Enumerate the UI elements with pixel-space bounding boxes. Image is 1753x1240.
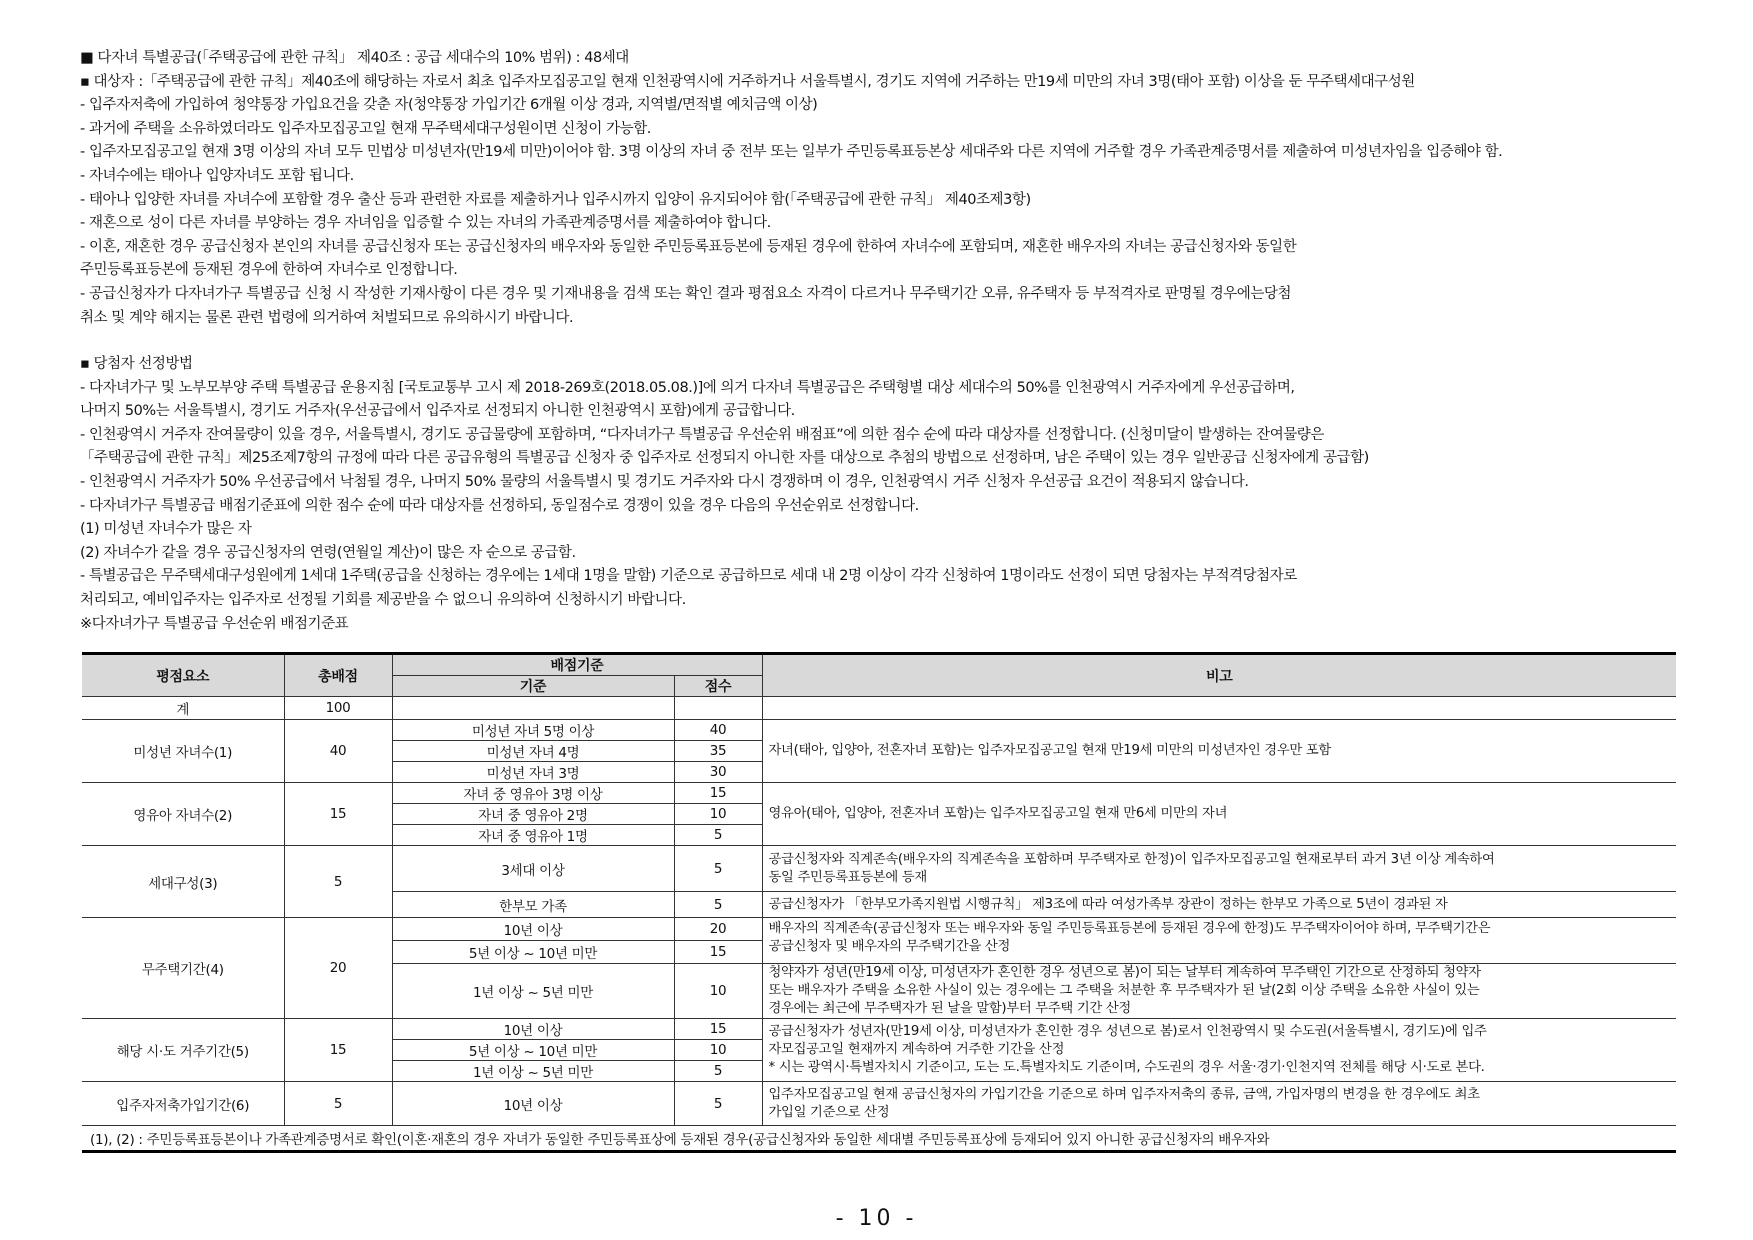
cell-factor: 해당 시·도 거주기간(5) <box>82 1019 284 1082</box>
note-line: 동일 주민등록표등본에 등재 <box>768 869 927 885</box>
text-line: 취소 및 계약 해지는 물론 관련 법령에 의거하여 처벌되므로 유의하시기 바랍니다. <box>80 309 574 326</box>
table-row <box>82 918 1676 941</box>
text-line: - 자녀수에는 태아나 입양자녀도 포함 됩니다. <box>80 167 354 184</box>
cell-total-value: 100 <box>284 697 392 720</box>
note-line: 공급신청자가 성년자(만19세 이상, 미성년자가 혼인한 경우 성년으로 봄)로서 인천광역시 및 수도권(서울특별시, 경기도)에 입주 <box>768 1024 1487 1039</box>
table-row <box>82 697 1676 720</box>
cell-standard: 자녀 중 영유아 2명 <box>392 804 674 825</box>
text-line: ■ 다자녀 특별공급(「주택공급에 관한 규칙」 제40조 : 공급 세대수의 10% 범위) : 48세대 <box>80 50 629 66</box>
cell-standard: 1년 이상 ~ 5년 미만 <box>392 1061 674 1082</box>
text-line: - 입주자모집공고일 현재 3명 이상의 자녀 모두 민법상 미성년자(만19세 미만)이어야 함. 3명 이상의 자녀 중 전부 또는 일부가 주민등록표등본상 세대주와 다른 지역에 거주할 경우 가족관계증명서를 제출하여 미성년자임을 입증해야 함. <box>80 144 1503 161</box>
note-line: 경우에는 최근에 무주택자가 된 날을 말함)부터 무주택 기간 산정 <box>768 1001 1131 1016</box>
cell-score: 5 <box>674 1061 762 1082</box>
cell-total: 40 <box>284 720 392 783</box>
cell-note: 자녀(태아, 입양아, 전혼자녀 포함)는 입주자모집공고일 현재 만19세 미만의 미성년자인 경우만 포함 <box>762 720 1676 783</box>
note-line: * 시는 광역시·특별자치시 기준이고, 도는 도.특별자치도 기준이며, 수도권의 경우 서울·경기·인천지역 전체를 해당 시·도로 본다. <box>768 1060 1485 1075</box>
cell-total: 5 <box>284 1082 392 1126</box>
cell-score: 15 <box>674 1019 762 1040</box>
text-line: - 재혼으로 성이 다른 자녀를 부양하는 경우 자녀임을 입증할 수 있는 자녀의 가족관계증명서를 제출하여야 합니다. <box>80 215 771 232</box>
text-line: - 과거에 주택을 소유하였더라도 입주자모집공고일 현재 무주택세대구성원이면 신청이 가능함. <box>80 120 651 137</box>
cell-note <box>762 1082 1676 1126</box>
cell-score: 5 <box>674 846 762 892</box>
table-row <box>82 1019 1676 1040</box>
cell-total: 15 <box>284 1019 392 1082</box>
note-line: 배우자의 직계존속(공급신청자 또는 배우자와 동일 주민등록표등본에 등재된 경우에 한정)도 무주택자이어야 하며, 무주택기간은 <box>768 921 1491 936</box>
note-line: 입주자모집공고일 현재 공급신청자의 가입기간을 기준으로 하며 입주자저축의 종류, 금액, 가입자명의 변경을 한 경우에도 최초 <box>768 1086 1480 1102</box>
table-footnote: (1), (2) : 주민등록표등본이나 가족관계증명서로 확인(이혼·재혼의 경우 자녀가 동일한 주민등록표상에 등재된 경우(공급신청자와 동일한 세대별 주민등록표상에 등재되어 있지 아니한 공급신청자의 배우자와 <box>82 1126 1676 1152</box>
section-multichild-special-supply <box>80 47 1680 330</box>
note-line: 자모집공고일 현재까지 계속하여 거주한 기간을 산정 <box>768 1042 1065 1057</box>
text-line: (2) 자녀수가 같을 경우 공급신청자의 연령(연월일 계산)이 많은 자 순으로 공급함. <box>80 544 576 561</box>
cell-standard: 미성년 자녀 3명 <box>392 762 674 783</box>
cell-note <box>762 964 1676 1019</box>
cell-factor: 입주자저축가입기간(6) <box>82 1082 284 1126</box>
note-line: 공급신청자 및 배우자의 무주택기간을 산정 <box>768 939 1011 954</box>
score-table <box>82 652 1676 1153</box>
cell-score: 30 <box>674 762 762 783</box>
text-line: - 인천광역시 거주자 잔여물량이 있을 경우, 서울특별시, 경기도 공급물량에 포함하며, “다자녀가구 특별공급 우선순위 배점표”에 의한 점수 순에 따라 대상자를 선정합니다. (신청미달이 발생하는 잔여물량은 <box>80 426 1324 443</box>
text-line: - 다자녀가구 및 노부모부양 주택 특별공급 운용지침 [국토교통부 고시 제 2018-269호(2018.05.08.)]에 의거 다자녀 특별공급은 주택형별 대상 세대수의 50%를 인천광역시 거주자에게 우선공급하며, <box>80 379 1295 396</box>
cell-note <box>762 918 1676 964</box>
cell-score: 35 <box>674 741 762 762</box>
text-line: 처리되고, 예비입주자는 입주자로 선정될 기회를 제공받을 수 없으니 유의하여 신청하시기 바랍니다. <box>80 591 686 608</box>
cell-standard: 10년 이상 <box>392 918 674 941</box>
cell-score: 10 <box>674 1040 762 1061</box>
section-winner-selection <box>80 353 1680 660</box>
cell-note <box>762 846 1676 892</box>
header-total: 총배점 <box>284 654 392 697</box>
cell-standard: 1년 이상 ~ 5년 미만 <box>392 964 674 1019</box>
text-line: 「주택공급에 관한 규칙」제25조제7항의 규정에 따라 다른 공급유형의 특별공급 신청자 중 입주자로 선정되지 아니한 자를 대상으로 추첨의 방법으로 선정하며, 남은 주택이 있는 경우 일반공급 신청자에게 공급함) <box>80 450 1369 467</box>
cell-standard: 미성년 자녀 4명 <box>392 741 674 762</box>
cell-note: 영유아(태아, 입양아, 전혼자녀 포함)는 입주자모집공고일 현재 만6세 미만의 자녀 <box>762 783 1676 846</box>
cell-standard: 10년 이상 <box>392 1019 674 1040</box>
cell-total: 15 <box>284 783 392 846</box>
cell-factor: 무주택기간(4) <box>82 918 284 1019</box>
table-row <box>82 783 1676 804</box>
cell-standard: 자녀 중 영유아 1명 <box>392 825 674 846</box>
table-row <box>82 846 1676 892</box>
text-line: 나머지 50%는 서울특별시, 경기도 거주자(우선공급에서 입주자로 선정되지 아니한 인천광역시 포함)에게 공급합니다. <box>80 403 795 420</box>
note-line: 또는 배우자가 주택을 소유한 사실이 있는 경우에는 그 주택을 처분한 후 무주택자가 된 날(2회 이상 주택을 소유한 사실이 있는 <box>768 983 1480 998</box>
text-line: ※다자녀가구 특별공급 우선순위 배점기준표 <box>80 615 349 632</box>
header-standard: 기준 <box>392 676 674 697</box>
text-line: - 다자녀가구 특별공급 배점기준표에 의한 점수 순에 따라 대상자를 선정하되, 동일점수로 경쟁이 있을 경우 다음의 우선순위로 선정합니다. <box>80 497 919 514</box>
table-header-row <box>82 654 1676 676</box>
cell-note: 공급신청자가 「한부모가족지원법 시행규칙」 제3조에 따라 여성가족부 장관이 정하는 한부모 가족으로 5년이 경과된 자 <box>762 892 1676 918</box>
cell-standard: 한부모 가족 <box>392 892 674 918</box>
table-footnote-row <box>82 1126 1676 1152</box>
cell-total: 5 <box>284 846 392 918</box>
cell-score: 15 <box>674 941 762 964</box>
cell-score: 5 <box>674 1082 762 1126</box>
cell-total-label: 계 <box>82 697 284 720</box>
cell-factor: 세대구성(3) <box>82 846 284 918</box>
text-line: - 태아나 입양한 자녀를 자녀수에 포함할 경우 출산 등과 관련한 자료를 제출하거나 입주시까지 입양이 유지되어야 함(「주택공급에 관한 규칙」 제40조제3항) <box>80 191 1031 208</box>
cell-factor: 영유아 자녀수(2) <box>82 783 284 846</box>
text-line: ▪ 대상자 :「주택공급에 관한 규칙」제40조에 해당하는 자로서 최초 입주자모집공고일 현재 인천광역시에 거주하거나 서울특별시, 경기도 지역에 거주하는 만19세 미만의 자녀 3명(태아 포함) 이상을 둔 무주택세대구성원 <box>80 73 1415 90</box>
cell-score: 20 <box>674 918 762 941</box>
cell-factor: 미성년 자녀수(1) <box>82 720 284 783</box>
header-note: 비고 <box>762 654 1676 697</box>
text-line: - 입주자저축에 가입하여 청약통장 가입요건을 갖춘 자(청약통장 가입기간 6개월 이상 경과, 지역별/면적별 예치금액 이상) <box>80 97 818 114</box>
header-factor: 평점요소 <box>82 654 284 697</box>
note-line: 청약자가 성년(만19세 이상, 미성년자가 혼인한 경우 성년으로 봄)이 되는 날부터 계속하여 무주택인 기간으로 산정하되 청약자 <box>768 965 1481 980</box>
header-score: 점수 <box>674 676 762 697</box>
cell-standard: 5년 이상 ~ 10년 미만 <box>392 1040 674 1061</box>
text-line: - 이혼, 재혼한 경우 공급신청자 본인의 자녀를 공급신청자 또는 공급신청자의 배우자와 동일한 주민등록표등본에 등재된 경우에 한하여 자녀수에 포함되며, 재혼한 배우자의 자녀는 공급신청자와 동일한 <box>80 238 1297 255</box>
cell-standard: 미성년 자녀 5명 이상 <box>392 720 674 741</box>
cell-score: 10 <box>674 964 762 1019</box>
cell-score: 10 <box>674 804 762 825</box>
text-line: - 특별공급은 무주택세대구성원에게 1세대 1주택(공급을 신청하는 경우에는 1세대 1명을 말함) 기준으로 공급하므로 세대 내 2명 이상이 각각 신청하여 1명이라도 선정이 되면 당첨자는 부적격당첨자로 <box>80 568 1297 585</box>
cell-total: 20 <box>284 918 392 1019</box>
text-line: 주민등록표등본에 등재된 경우에 한하여 자녀수로 인정합니다. <box>80 262 458 279</box>
score-table-wrapper <box>82 652 1676 1153</box>
header-criteria: 배점기준 <box>392 654 762 676</box>
cell-score: 15 <box>674 783 762 804</box>
page-number: - 10 - <box>835 1206 918 1231</box>
text-line: - 공급신청자가 다자녀가구 특별공급 신청 시 작성한 기재사항이 다른 경우 및 기재내용을 검색 또는 확인 결과 평점요소 자격이 다르거나 무주택기간 오류, 유주택자 등 부적격자로 판명될 경우에는당첨 <box>80 285 1292 302</box>
note-line: 가입일 기준으로 산정 <box>768 1104 890 1120</box>
cell-standard: 10년 이상 <box>392 1082 674 1126</box>
cell-note <box>762 1019 1676 1082</box>
cell-standard: 자녀 중 영유아 3명 이상 <box>392 783 674 804</box>
text-line: - 인천광역시 거주자가 50% 우선공급에서 낙첨될 경우, 나머지 50% 물량의 서울특별시 및 경기도 거주자와 다시 경쟁하며 이 경우, 인천광역시 거주 신청자 우선공급 요건이 적용되지 않습니다. <box>80 473 1249 490</box>
table-row <box>82 720 1676 741</box>
text-line: ▪ 당첨자 선정방법 <box>80 356 193 372</box>
cell-score: 5 <box>674 825 762 846</box>
cell-score: 40 <box>674 720 762 741</box>
text-line: (1) 미성년 자녀수가 많은 자 <box>80 521 252 538</box>
cell-standard: 5년 이상 ~ 10년 미만 <box>392 941 674 964</box>
table-row <box>82 1082 1676 1126</box>
cell-score: 5 <box>674 892 762 918</box>
note-line: 공급신청자와 직계존속(배우자의 직계존속을 포함하며 무주택자로 한정)이 입주자모집공고일 현재로부터 과거 3년 이상 계속하여 <box>768 851 1495 867</box>
cell-standard: 3세대 이상 <box>392 846 674 892</box>
